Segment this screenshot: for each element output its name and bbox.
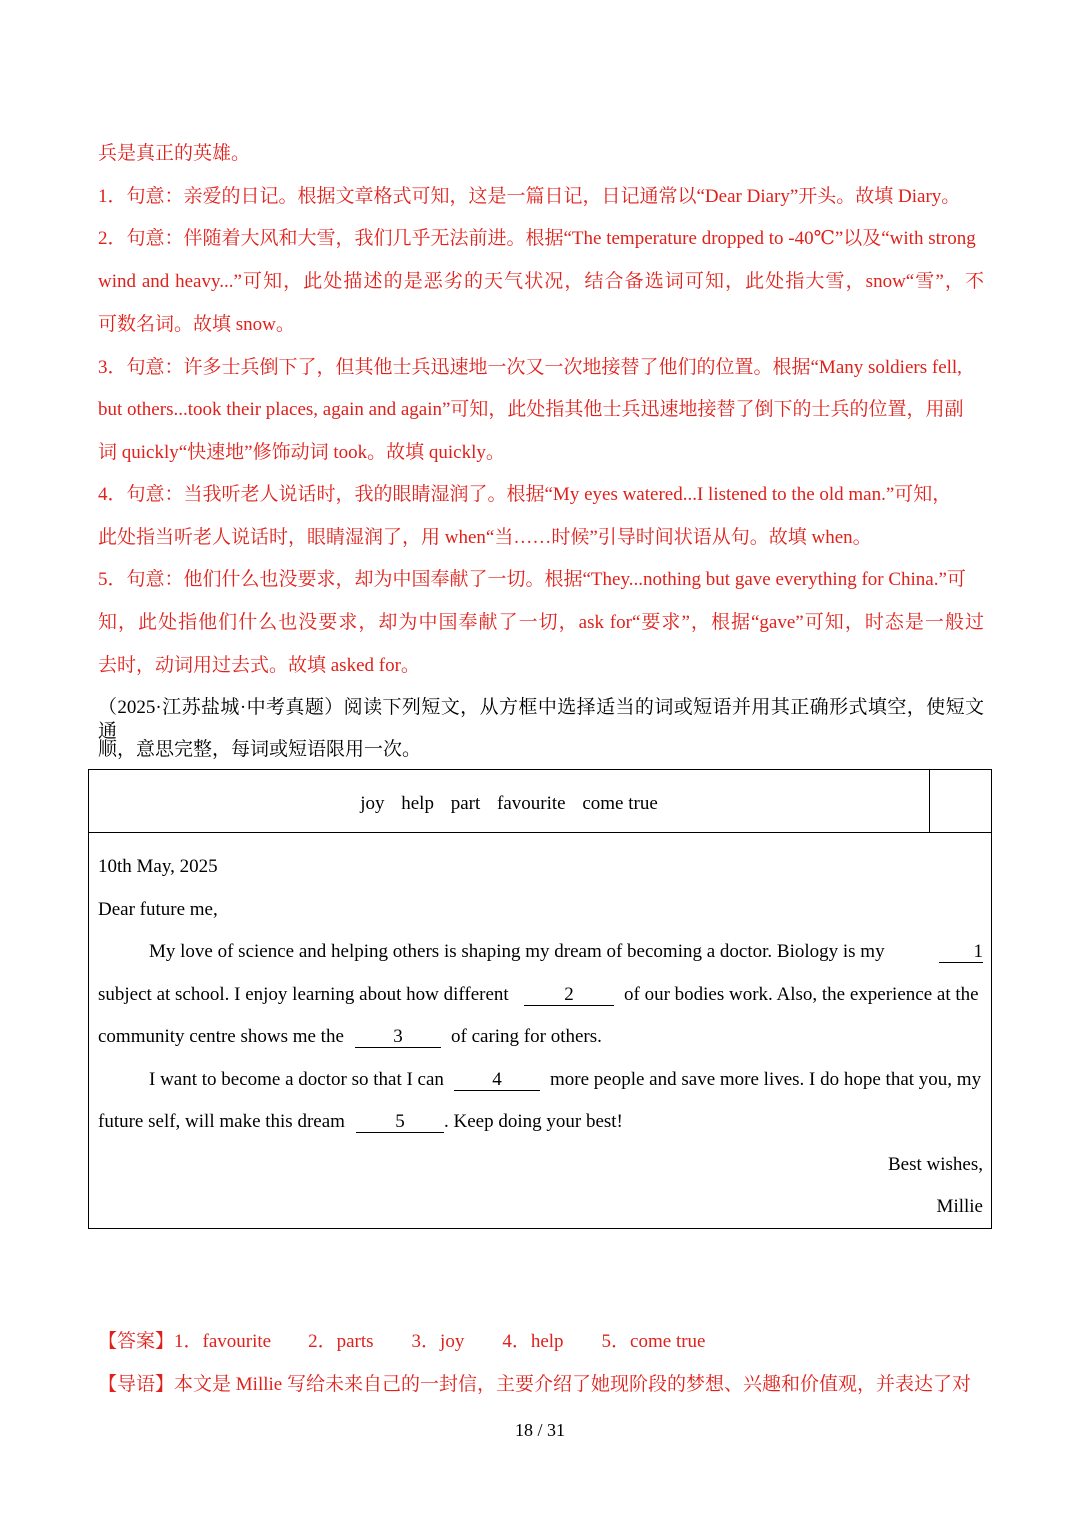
answer-4: 4．help — [502, 1331, 564, 1352]
letter-signature: Millie — [936, 1196, 983, 1217]
word-bank-empty-cell — [929, 770, 991, 832]
explanation-line: 兵是真正的英雄。 — [98, 143, 251, 164]
blank-5-number: 5 — [356, 1112, 444, 1133]
word-bank-row — [89, 792, 929, 816]
word-bank-item: favourite — [497, 793, 566, 814]
explanation-item-2-line-1: 2．句意：伴随着大风和大雪，我们几乎无法前进。根据“The temperature dropped to -40℃”以及“with strong — [98, 228, 976, 249]
word-bank — [89, 770, 991, 833]
letter-text: I want to become a doctor so that I can — [149, 1069, 444, 1090]
guide-line — [98, 1373, 984, 1397]
answer-2: 2．parts — [308, 1331, 374, 1352]
blank-1 — [939, 940, 983, 964]
explanation-item-4-line-2: 此处指当听老人说话时，眼睛湿润了，用 when“当……时候”引导时间状语从句。故填 when。 — [98, 527, 872, 548]
question-intro-line-2: 顺，意思完整，每词或短语限用一次。 — [98, 739, 422, 760]
letter-text: My love of science and helping others is shaping my dream of becoming a doctor. Biology is my — [149, 941, 885, 962]
blank-1-number: 1 — [939, 942, 983, 963]
letter-text: . Keep doing your best! — [444, 1111, 623, 1132]
letter-date: 10th May, 2025 — [98, 856, 218, 877]
guide-tag: 【导语】 — [98, 1374, 175, 1395]
letter-text: community centre shows me the — [98, 1026, 344, 1047]
letter-text: subject at school. I enjoy learning about how different — [98, 984, 509, 1005]
blank-2 — [524, 983, 614, 1007]
answer-5: 5．come true — [601, 1331, 706, 1352]
question-intro-line-1: （2025·江苏盐城·中考真题）阅读下列短文，从方框中选择适当的词或短语并用其正确形式填空，使短文通 — [98, 697, 984, 742]
explanation-item-5-line-3: 去时，动词用过去式。故填 asked for。 — [98, 655, 420, 676]
answer-row — [98, 1330, 705, 1354]
explanation-item-2-line-2: wind and heavy...”可知，此处描述的是恶劣的天气状况，结合备选词可知，此处指大雪，snow“雪”，不 — [98, 271, 984, 292]
explanation-item-1: 1．句意：亲爱的日记。根据文章格式可知，这是一篇日记，日记通常以“Dear Diary”开头。故填 Diary。 — [98, 186, 961, 207]
letter-text: of our bodies work. Also, the experience at the — [624, 984, 979, 1005]
letter-text: of caring for others. — [451, 1026, 602, 1047]
letter-text: more people and save more lives. I do hope that you, my — [550, 1069, 982, 1090]
word-bank-item: help — [401, 793, 434, 814]
blank-4 — [454, 1068, 540, 1092]
explanation-item-3-line-2: but others...took their places, again and again”可知，此处指其他士兵迅速地接替了倒下的士兵的位置，用副 — [98, 399, 964, 420]
word-bank-item: part — [450, 793, 481, 814]
blank-3-number: 3 — [355, 1027, 441, 1048]
explanation-item-2-line-3: 可数名词。故填 snow。 — [98, 314, 295, 335]
guide-text: 本文是 Millie 写给未来自己的一封信，主要介绍了她现阶段的梦想、兴趣和价值观，并表达了对 — [174, 1374, 971, 1395]
answer-1: 1．favourite — [174, 1331, 272, 1352]
blank-2-number: 2 — [524, 985, 614, 1006]
explanation-item-5-line-2: 知，此处指他们什么也没要求，却为中国奉献了一切，ask for“要求”，根据“gave”可知，时态是一般过 — [98, 612, 984, 633]
word-bank-item: joy — [360, 793, 385, 814]
explanation-item-3-line-3: 词 quickly“快速地”修饰动词 took。故填 quickly。 — [98, 442, 505, 463]
blank-5 — [356, 1110, 444, 1134]
blank-4-number: 4 — [454, 1070, 540, 1091]
answer-tag: 【答案】 — [98, 1331, 175, 1352]
letter-text: future self, will make this dream — [98, 1111, 345, 1132]
page-number: 18 / 31 — [514, 1420, 565, 1440]
letter-greeting: Dear future me, — [98, 899, 218, 920]
word-bank-item: come true — [582, 793, 658, 814]
letter-closing: Best wishes, — [888, 1154, 983, 1175]
explanation-item-4-line-1: 4．句意：当我听老人说话时，我的眼睛湿润了。根据“My eyes watered...I listened to the old man.”可知， — [98, 484, 952, 505]
answer-3: 3．joy — [411, 1331, 465, 1352]
explanation-item-3-line-1: 3．句意：许多士兵倒下了，但其他士兵迅速地一次又一次地接替了他们的位置。根据“Many soldiers fell, — [98, 357, 962, 378]
explanation-item-5-line-1: 5．句意：他们什么也没要求，却为中国奉献了一切。根据“They...nothing but gave everything for China.”可 — [98, 569, 966, 590]
blank-3 — [355, 1025, 441, 1049]
